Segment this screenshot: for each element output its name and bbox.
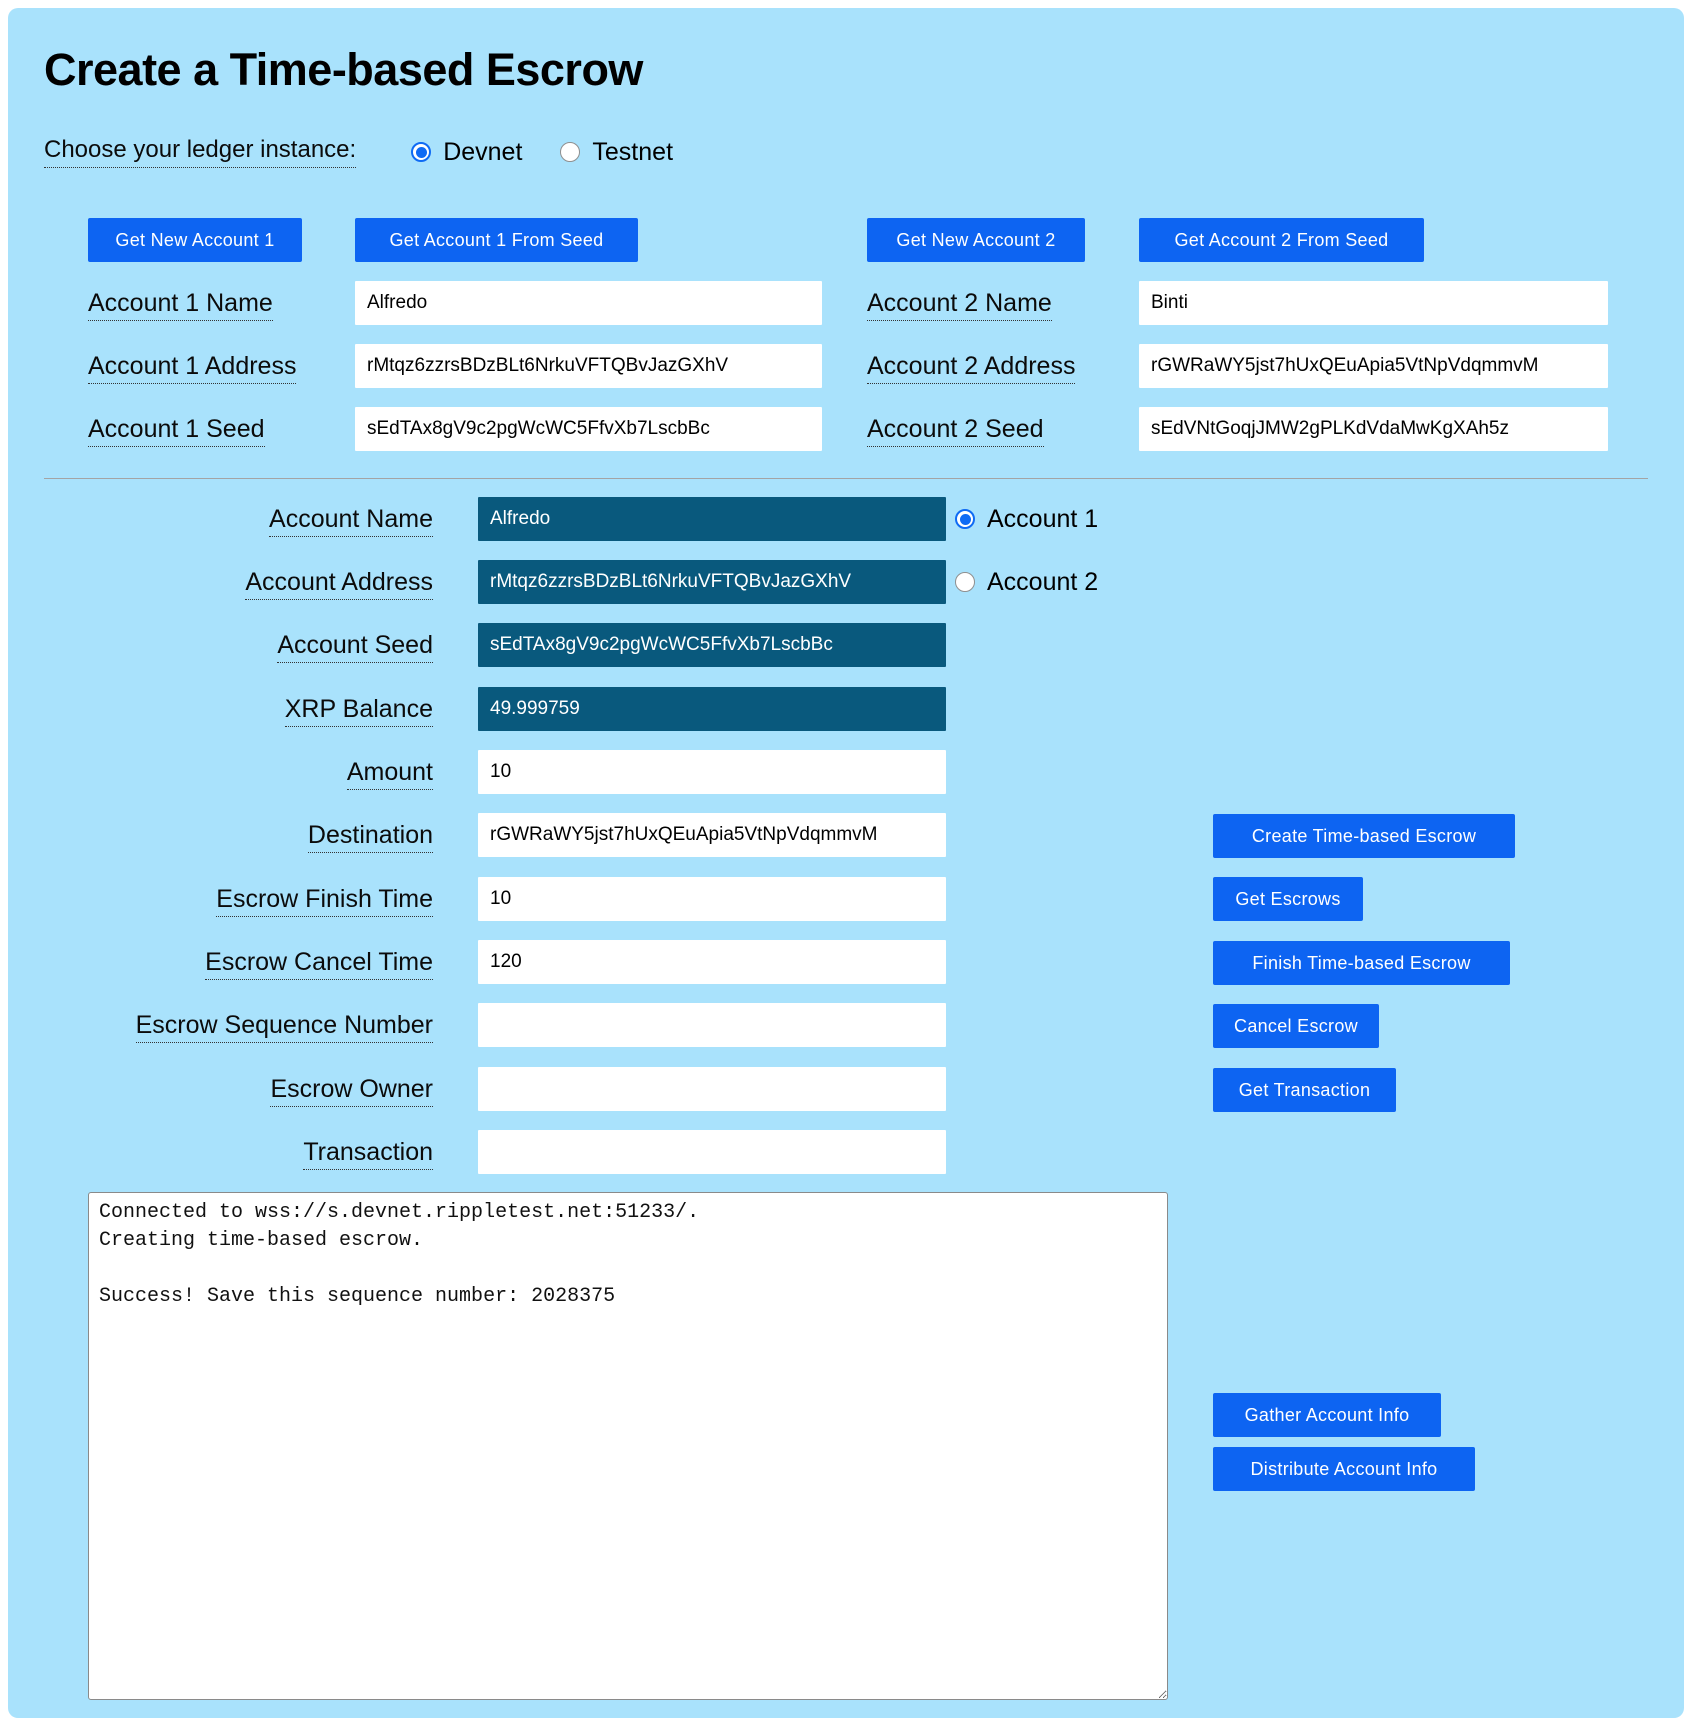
account1-seed-label: Account 1 Seed	[88, 415, 265, 444]
account1-address-label: Account 1 Address	[88, 352, 296, 381]
xrp-balance-field[interactable]	[478, 687, 946, 731]
account-seed-field[interactable]	[478, 623, 946, 667]
create-time-based-escrow-button[interactable]: Create Time-based Escrow	[1213, 814, 1515, 858]
account-name-row	[44, 497, 946, 541]
ledger-instance-row	[44, 134, 673, 170]
account2-seed-label: Account 2 Seed	[867, 415, 1044, 444]
escrow-sequence-number-row	[44, 1003, 946, 1047]
transaction-field[interactable]	[478, 1130, 946, 1174]
testnet-radio-label: Testnet	[592, 137, 674, 166]
account2-name-label: Account 2 Name	[867, 289, 1052, 318]
account2-radio[interactable]	[955, 572, 975, 592]
finish-time-based-escrow-button[interactable]: Finish Time-based Escrow	[1213, 941, 1510, 985]
destination-label: Destination	[44, 821, 433, 850]
account1-radio-label: Account 1	[987, 504, 1099, 533]
escrow-cancel-time-label: Escrow Cancel Time	[44, 948, 433, 977]
escrow-finish-time-field[interactable]	[478, 877, 946, 921]
page-title: Create a Time-based Escrow	[44, 44, 643, 95]
destination-field[interactable]	[478, 813, 946, 857]
gather-account-info-button[interactable]: Gather Account Info	[1213, 1393, 1441, 1437]
account2-radio-label: Account 2	[987, 567, 1099, 596]
escrow-owner-field[interactable]	[478, 1067, 946, 1111]
account2-name-input[interactable]	[1139, 281, 1608, 325]
escrow-cancel-time-field[interactable]	[478, 940, 946, 984]
account-address-label: Account Address	[44, 568, 433, 597]
account1-seed-input[interactable]	[355, 407, 822, 451]
destination-row	[44, 813, 946, 857]
account-address-row	[44, 560, 946, 604]
ledger-instance-label: Choose your ledger instance:	[44, 136, 356, 168]
account2-selector-row	[955, 560, 1098, 604]
amount-row	[44, 750, 946, 794]
get-account1-from-seed-button[interactable]: Get Account 1 From Seed	[355, 218, 638, 262]
testnet-radio[interactable]	[560, 142, 580, 162]
xrp-balance-row	[44, 687, 946, 731]
escrow-owner-label: Escrow Owner	[44, 1075, 433, 1104]
account1-selector-row	[955, 497, 1098, 541]
account1-address-input[interactable]	[355, 344, 822, 388]
account2-address-label: Account 2 Address	[867, 352, 1075, 381]
account-name-field[interactable]	[478, 497, 946, 541]
transaction-label: Transaction	[44, 1138, 433, 1167]
cancel-escrow-button[interactable]: Cancel Escrow	[1213, 1004, 1379, 1048]
escrow-finish-time-row	[44, 877, 946, 921]
get-new-account1-button[interactable]: Get New Account 1	[88, 218, 302, 262]
account2-address-input[interactable]	[1139, 344, 1608, 388]
escrow-sequence-number-label: Escrow Sequence Number	[44, 1011, 433, 1040]
section-divider	[44, 478, 1648, 479]
distribute-account-info-button[interactable]: Distribute Account Info	[1213, 1447, 1475, 1491]
account1-radio[interactable]	[955, 509, 975, 529]
account2-seed-input[interactable]	[1139, 407, 1608, 451]
escrow-owner-row	[44, 1067, 946, 1111]
get-new-account2-button[interactable]: Get New Account 2	[867, 218, 1085, 262]
account1-name-label: Account 1 Name	[88, 289, 273, 318]
get-escrows-button[interactable]: Get Escrows	[1213, 877, 1363, 921]
escrow-cancel-time-row	[44, 940, 946, 984]
devnet-radio[interactable]	[411, 142, 431, 162]
get-transaction-button[interactable]: Get Transaction	[1213, 1068, 1396, 1112]
account-seed-row	[44, 623, 946, 667]
escrow-sequence-number-field[interactable]	[478, 1003, 946, 1047]
account-seed-label: Account Seed	[44, 631, 433, 660]
log-textarea[interactable]	[88, 1192, 1168, 1700]
amount-label: Amount	[44, 758, 433, 787]
transaction-row	[44, 1130, 946, 1174]
account-address-field[interactable]	[478, 560, 946, 604]
account-name-label: Account Name	[44, 505, 433, 534]
xrp-balance-label: XRP Balance	[44, 695, 433, 724]
escrow-page	[8, 8, 1684, 1718]
devnet-radio-label: Devnet	[443, 137, 523, 166]
get-account2-from-seed-button[interactable]: Get Account 2 From Seed	[1139, 218, 1424, 262]
escrow-finish-time-label: Escrow Finish Time	[44, 885, 433, 914]
account1-name-input[interactable]	[355, 281, 822, 325]
amount-field[interactable]	[478, 750, 946, 794]
